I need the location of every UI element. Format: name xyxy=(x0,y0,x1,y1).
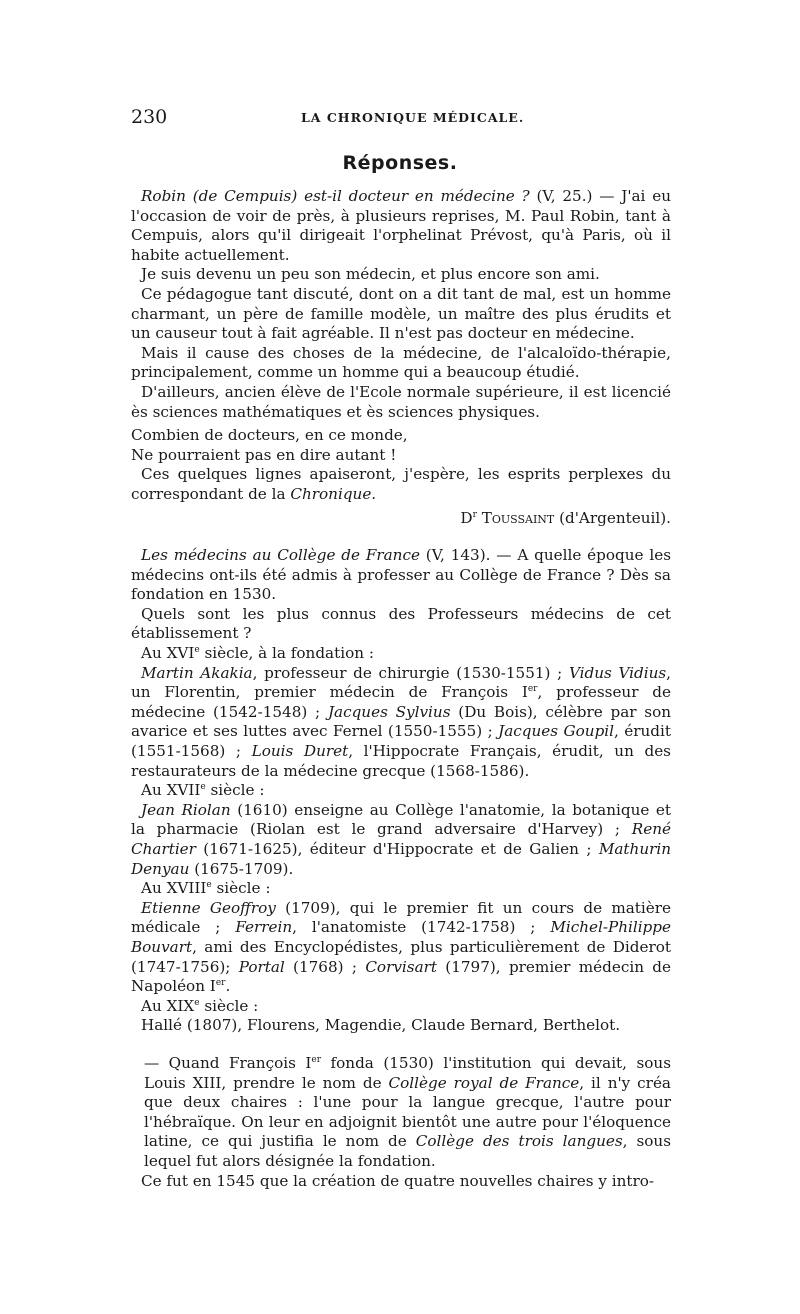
q1-paragraph-2: Je suis devenu un peu son médecin, et plus encore son ami. xyxy=(141,265,600,284)
running-title: LA CHRONIQUE MÉDICALE. xyxy=(301,110,525,125)
q1-paragraph-1: Robin (de Cempuis) est-il docteur en médecine ? (V, 25.) — J'ai eu l'occasion de voir de près, à plusieurs reprises, M. Paul Robin, tant à Cempuis, alors qu'il dirigeait l'orphelinat Prévost, qu'à Paris, où il habite actuellement. xyxy=(131,187,671,264)
century-17-text: Jean Riolan (1610) enseigne au Collège l'anatomie, la botanique et la pharmacie (Riolan est le grand adversaire d'Harvey) ; René Chartier (1671-1625), éditeur d'Hippocrate et de Galien ; Mathurin Denyau (1675-1709). xyxy=(131,800,672,878)
q1-title: Robin (de Cempuis) est-il docteur en médecine ? xyxy=(141,187,530,205)
century-19-label: Au XIXe siècle : xyxy=(141,996,259,1015)
page-header xyxy=(131,106,671,130)
q2-paragraph-2: Quels sont les plus connus des Professeurs médecins de cet établissement ? xyxy=(131,604,671,643)
verse-line-2: Ne pourraient pas en dire autant ! xyxy=(131,445,397,464)
century-18-label: Au XVIIIe siècle : xyxy=(141,879,271,898)
body-text xyxy=(131,187,671,1191)
century-17-label: Au XVIIe siècle : xyxy=(141,781,265,800)
century-19-text: Hallé (1807), Flourens, Magendie, Claude Bernard, Berthelot. xyxy=(141,1016,621,1035)
century-16-label: Au XVIe siècle, à la fondation : xyxy=(141,644,374,663)
page-number: 230 xyxy=(131,106,168,128)
verse-line-1: Combien de docteurs, en ce monde, xyxy=(131,426,408,445)
century-18-text: Etienne Geoffroy (1709), qui le premier fit un cours de matière médicale ; Ferrein, l'anatomiste (1742-1758) ; Michel-Philippe Bouvart, ami des Encyclopédistes, plus particulièrement de Diderot (1747-1756); Portal (1768) ; Corvisart (1797), premier médecin de Napoléon Ier. xyxy=(131,898,672,996)
q2-paragraph-1: Les médecins au Collège de France (V, 143). — A quelle époque les médecins ont-ils été admis à professer au Collège de France ? Dès sa fondation en 1530. xyxy=(131,546,671,604)
q2-title: Les médecins au Collège de France xyxy=(141,546,420,565)
q1-paragraph-4: Mais il cause des choses de la médecine, de l'alcaloïdo-thérapie, principalement, comme un homme qui a beaucoup étudié. xyxy=(131,343,671,382)
century-16-text: Martin Akakia, professeur de chirurgie (1530-1551) ; Vidus Vidius, un Florentin, premier médecin de François Ier, professeur de médecine (1542-1548) ; Jacques Sylvius (Du Bois), célèbre par son avarice et ses luttes avec Fernel (1550-1555) ; Jacques Goupil, érudit (1551-1568) ; Louis Duret, l'Hippocrate Français, érudit, un des restaurateurs de la médecine grecque (1568-1586). xyxy=(131,663,671,780)
q3-paragraph-1: — Quand François Ier fonda (1530) l'institution qui devait, sous Louis XIII, prendre le nom de Collège royal de France, il n'y créa que deux chaires : l'une pour la langue grecque, l'autre pour l'hébraïque. On leur en adjoignit bientôt une autre pour l'éloquence latine, ce qui justifia le nom de Collège des trois langues, sous lequel fut alors désignée la fondation. xyxy=(144,1053,671,1170)
q1-paragraph-3: Ce pédagogue tant discuté, dont on a dit tant de mal, est un homme charmant, un père de famille modèle, un maître des plus érudits et un causeur tout à fait agréable. Il n'est pas docteur en médecine. xyxy=(131,284,671,343)
q1-paragraph-5: D'ailleurs, ancien élève de l'Ecole normale supérieure, il est licencié ès sciences mathématiques et ès sciences physiques. xyxy=(131,382,671,421)
signature: $D^r$ Toussaint (d'Argenteuil). xyxy=(460,508,671,527)
section-title: Réponses. xyxy=(342,152,458,174)
q1-paragraph-6: Ces quelques lignes apaiseront, j'espère, les esprits perplexes du correspondant de la Chronique. xyxy=(131,465,671,503)
q3-paragraph-2: Ce fut en 1545 que la création de quatre nouvelles chaires y intro- xyxy=(141,1171,655,1190)
